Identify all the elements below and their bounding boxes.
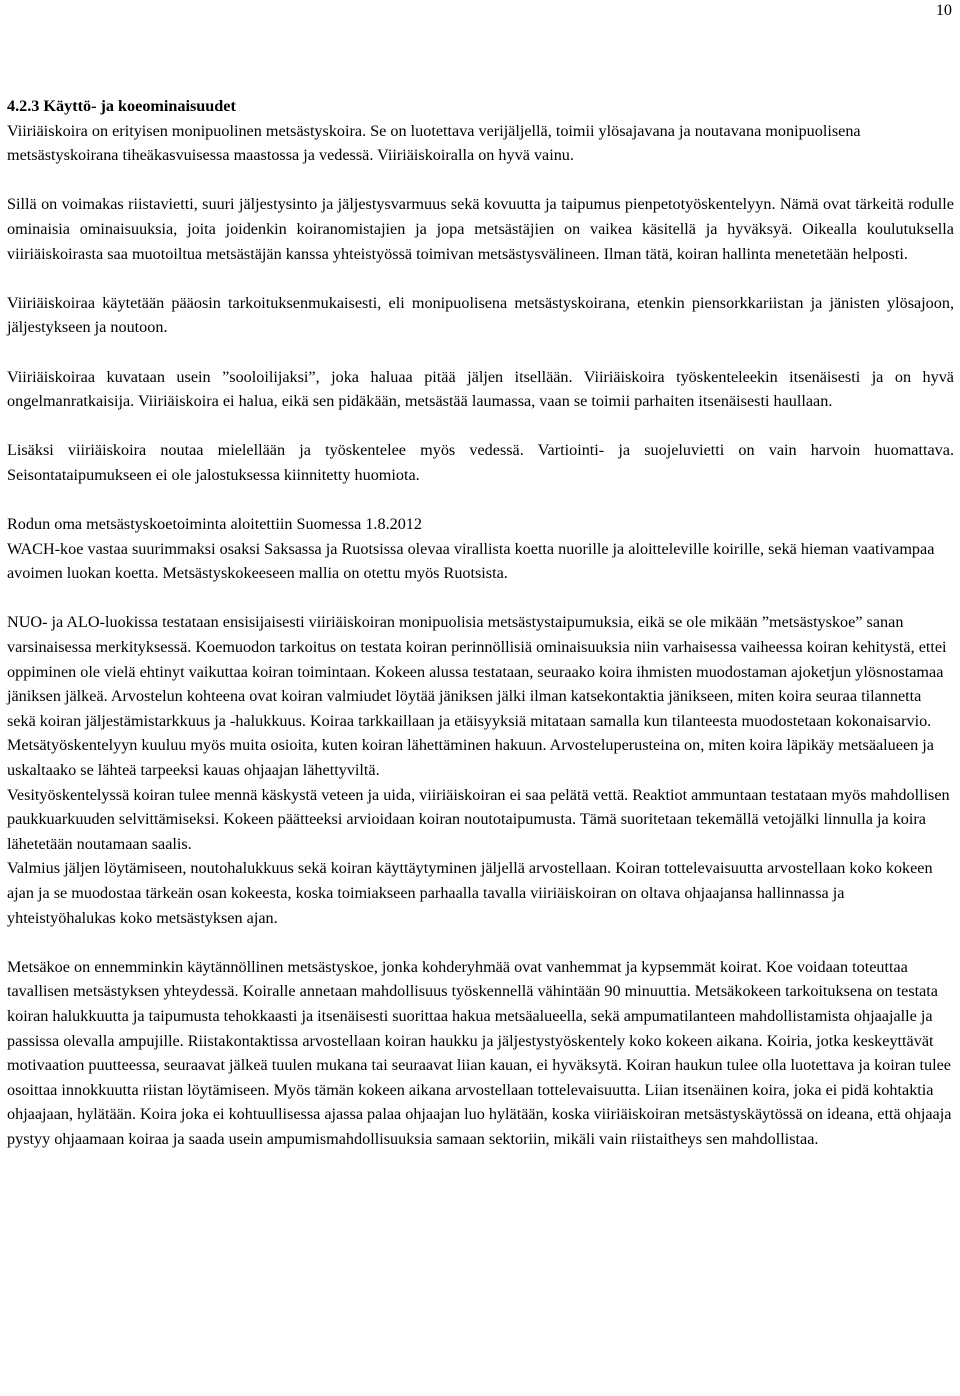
paragraph-character: Sillä on voimakas riistavietti, suuri jäljestysinto ja jäljestysvarmuus sekä kovuutta ja taipumus pienpetotyöskentelyyn. Nämä ovat tärkeitä rodulle ominaisia ominaisuuksia, joita joidenkin koiranomistajien ja jopa metsästäjien on vaikea käsitellä ja hyväksyä. Oikealla koulutuksella viiriäiskoirasta saa muotoiltua metsästäjän kanssa yhteistyössä toimivan metsästysvälineen. Ilman tätä, koiran hallinta menetetään helposti. (7, 195, 954, 263)
paragraph-trial-start: Rodun oma metsästyskoetoiminta aloitettiin Suomessa 1.8.2012 (7, 515, 422, 534)
paragraph-nuo-alo: NUO- ja ALO-luokissa testataan ensisijaisesti viiriäiskoiran monipuolisia metsästystaipumuksia, eikä se ole mikään ”metsästyskoe” sanan varsinaisessa merkityksessä. Koemuodon tarkoitus on testata koiran perinnöllisiä ominaisuuksia niin varhaisessa vaiheessa koiran kehitystä, ettei oppiminen ole vielä ehtinyt vaikuttaa koiran toimintaan. Kokeen alussa testataan, seuraako koira ihmisten muodostaman ajoketjun ylösnostamaa jäniksen jälkeä. Arvostelun kohteena ovat koiran valmiudet löytää jäniksen jälki ilman katsekontaktia jänikseen, miten koira seuraa tilannetta sekä koiran jäljestämistarkkuus ja -halukkuus. Koiraa tarkkaillaan ja etäisyyksiä mitataan samalla kun tilanteesta muodostetaan kokonaisarvio. (7, 613, 947, 730)
paragraph-solo: Viiriäiskoiraa kuvataan usein ”sooloilijaksi”, joka haluaa pitää jäljen itsellään. Viiriäiskoira työskenteleekin itsenäisesti ja on hyvä ongelmanratkaisija. Viiriäiskoira ei halua, eikä sen pidäkään, metsästää laumassa, vaan se toimii parhaiten itsenäisesti haullaan. (7, 367, 954, 411)
paragraph-water: Lisäksi viiriäiskoira noutaa mielellään ja työskentelee myös vedessä. Vartiointi- ja suojeluvietti on vain harvoin huomattava. Seisontataipumukseen ei ole jalostuksessa kiinnitetty huomiota. (7, 441, 954, 484)
paragraph-forest-work: Metsätyöskentelyyn kuuluu myös muita osioita, kuten koiran lähettäminen hakuun. Arvosteluperusteina on, miten koira läpikäy metsäalueen ja uskaltaako se lähteä tarpeeksi kauas ohjaajan lähettyviltä. (7, 736, 934, 780)
paragraph-water-work: Vesityöskentelyssä koiran tulee mennä käskystä veteen ja uida, viiriäiskoiran ei saa pelätä vettä. Reaktiot ammuntaan testataan myös mahdollisen paukkuarkuuden selvittämiseksi. Kokeen päätteeksi arvioidaan koiran noutotaipumusta. Tämä suoritetaan tekemällä vetojälki linnulla ja koira lähetetään noutamaan saalis. (7, 785, 950, 853)
paragraph-evaluation: Valmius jäljen löytämiseen, noutohalukkuus sekä koiran käyttäytyminen jäljellä arvostellaan. Koiran tottelevaisuutta arvostellaan koko kokeen ajan ja se muodostaa tärkeän osan kokeesta, koska toimiakseen parhaalla tavalla viiriäiskoiran on oltava ohjaajansa hallinnassa ja yhteistyöhalukas koko metsästyksen ajan. (7, 859, 933, 927)
paragraph-intro: Viiriäiskoira on erityisen monipuolinen metsästyskoira. Se on luotettava verijäljellä, toimii ylösajavana ja noutavana monipuolisena metsästyskoirana tiheäkasvuisessa maastossa ja vedessä. Viiriäiskoiralla on hyvä vainu. (7, 121, 861, 165)
paragraph-usage: Viiriäiskoiraa käytetään pääosin tarkoituksenmukaisesti, eli monipuolisena metsästyskoirana, etenkin piensorkkariistan ja jänisten ylösajoon, jäljestykseen ja noutoon. (7, 293, 954, 337)
section-heading: 4.2.3 Käyttö- ja koeominaisuudet (7, 97, 236, 115)
paragraph-forest-trial: Metsäkoe on ennemminkin käytännöllinen metsästyskoe, jonka kohderyhmää ovat vanhemmat ja kypsemmät koirat. Koe voidaan toteuttaa tavallisen metsästyksen yhteydessä. Koiralle annetaan mahdollisuus työskennellä vähintään 90 minuuttia. Metsäkokeen tarkoituksena on testata koiran halukkuutta ja taipumusta tehokkaasti ja itsenäisesti suorittaa hakua metsäalueella, sekä ampumatilanteen mahdollistamista ohjaajalle ja passissa olevalla ampujille. Riistakontaktissa arvostellaan koiran haukku ja jäljestystyöskentely koko kokeen aikana. Koiria, jotka keskeyttävät motivaation puutteessa, seuraavat jälkeä tuulen mukana tai seuraavat liian kauan, ei hyväksytä. Koiran haukun tulee olla luotettava ja koiran tulee osoittaa innokkuutta riistan löytämiseen. Myös tämän kokeen aikana arvostellaan tottelevaisuutta. Liian itsenäinen koira, joka ei pidä kohtaktia ohjaajaan, hylätään. Koira joka ei kohtuullisessa ajassa palaa ohjaajan luo hylätään, koska viiriäiskoiran metsästyskäytössä on ideana, että ohjaaja pystyy ohjaamaan koiraa ja saada usein ampumismahdollisuuksia samaan sektoriin, mikäli vain riistaitheys sen mahdollistaa. (7, 957, 952, 1148)
document-body (7, 94, 954, 1152)
paragraph-wach: WACH-koe vastaa suurimmaksi osaksi Saksassa ja Ruotsissa olevaa virallista koetta nuorille ja aloitteleville koirille, sekä hieman vaativampaa avoimen luokan koetta. Metsästyskokeeseen mallia on otettu myös Ruotsista. (7, 539, 935, 583)
page-number: 10 (935, 1, 952, 19)
